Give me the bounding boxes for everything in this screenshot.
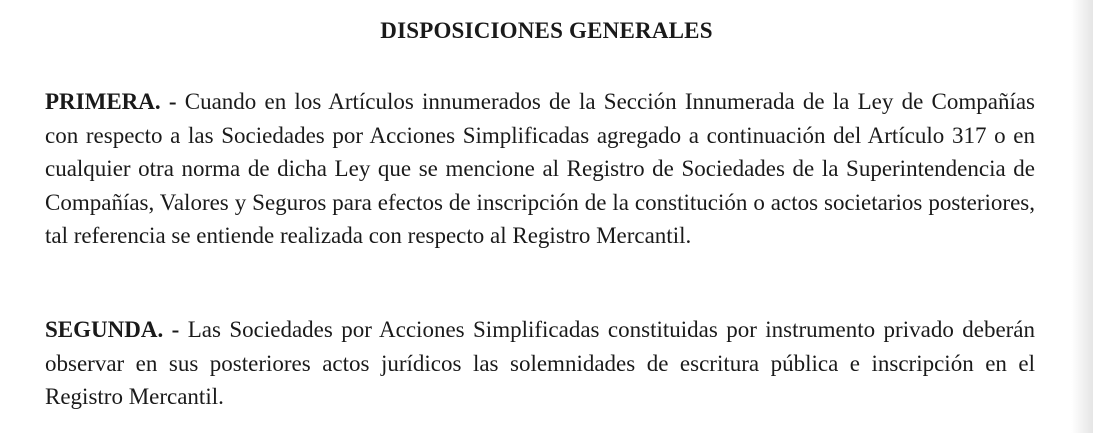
section-heading: DISPOSICIONES GENERALES bbox=[380, 18, 713, 43]
provision-text: Cuando en los Artículos innumerados de la Sección Innumerada de la Ley de Compañías con respecto a las Sociedades por Acciones Simplificadas agregado a continuación del Artículo 317 o en cualquier otra norma de dicha Ley que se mencione al Registro de Sociedades de la Superintendencia de Compañías, Valores y Seguros para efectos de inscripción de la constitución o actos societarios posteriores, tal referencia se entiende realizada con respecto al Registro Mercantil. bbox=[45, 89, 1035, 248]
provision-label: SEGUNDA. - bbox=[45, 317, 180, 342]
provision-primera bbox=[45, 85, 1035, 253]
scan-edge-shadow bbox=[1071, 0, 1093, 433]
provision-text: Las Sociedades por Acciones Simplificadas constituidas por instrumento privado deberán observar en sus posteriores actos jurídicos las solemnidades de escritura pública e inscripción en el Registro Mercantil. bbox=[45, 317, 1036, 409]
provision-segunda bbox=[45, 313, 1035, 414]
provision-label: PRIMERA. - bbox=[45, 89, 177, 114]
